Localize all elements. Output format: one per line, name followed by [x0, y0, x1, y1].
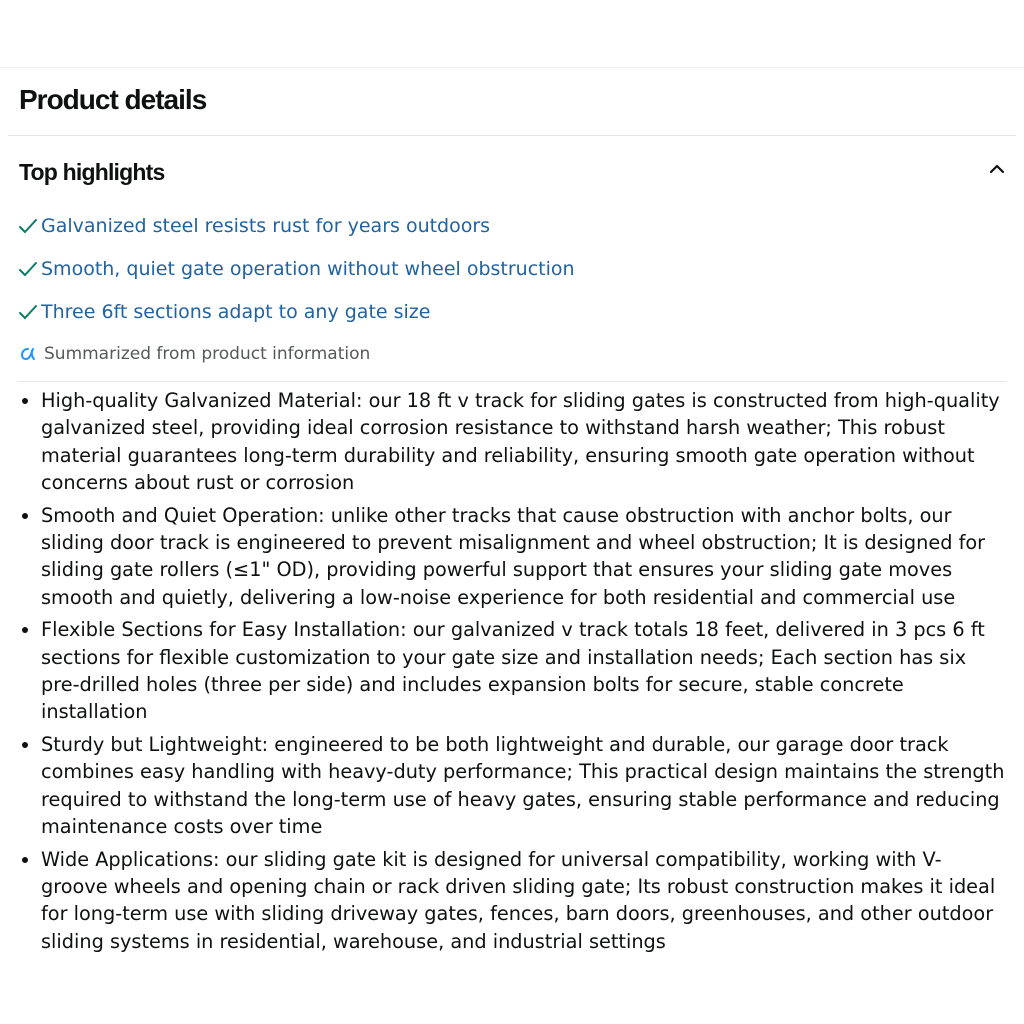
top-highlights-title: Top highlights [19, 159, 165, 185]
bullet-dot [22, 513, 28, 519]
section-divider [8, 135, 1016, 136]
chevron-up-icon [987, 159, 1007, 179]
summary-note [19, 340, 370, 368]
ai-sparkle-icon [19, 344, 39, 364]
feature-bullet [0, 731, 1024, 841]
highlight-text: Galvanized steel resists rust for years outdoors [41, 215, 491, 237]
highlight-item [18, 297, 430, 327]
bullet-dot [22, 398, 28, 404]
highlight-item [18, 211, 490, 241]
top-divider [0, 67, 1024, 68]
check-icon [18, 215, 40, 237]
highlight-text: Three 6ft sections adapt to any gate size [41, 301, 431, 323]
feature-bullet-text: Sturdy but Lightweight: engineered to be both lightweight and durable, our garage door track combines easy handling with heavy-duty performance; This practical design maintains the strength required to withstand the long-term use of heavy gates, ensuring stable performance and reducing maintenance costs over time [41, 732, 1005, 839]
feature-bullet-text: High-quality Galvanized Material: our 18 ft v track for sliding gates is constructed from high-quality galvanized steel, providing ideal corrosion resistance to withstand harsh weather; This robust material guarantees long-term durability and reliability, ensuring smooth gate operation without concerns about rust or corrosion [41, 389, 1000, 495]
check-icon [18, 301, 40, 323]
bullets-divider [18, 381, 1006, 382]
bullet-dot [22, 742, 28, 748]
feature-bullet [0, 846, 1024, 956]
bullet-dot [22, 857, 28, 863]
feature-bullet [0, 387, 1024, 497]
feature-bullet [0, 502, 1024, 612]
top-highlights-header[interactable] [0, 150, 1024, 194]
feature-bullet-text: Smooth and Quiet Operation: unlike other tracks that cause obstruction with anchor bolts, our sliding door track is engineered to prevent misalignment and wheel obstruction; It is designed for sliding gate rollers (≤1" OD), providing powerful support that ensures your sliding gate moves smooth and quietly, delivering a low-noise experience for both residential and commercial use [41, 503, 986, 609]
feature-bullet-text: Flexible Sections for Easy Installation: our galvanized v track totals 18 feet, delivered in 3 pcs 6 ft sections for flexible customization to your gate size and installation needs; Each section has six pre-drilled holes (three per side) and includes expansion bolts for secure, stable concrete installation [41, 618, 985, 724]
collapse-button[interactable] [982, 154, 1012, 184]
highlight-text: Smooth, quiet gate operation without wheel obstruction [41, 258, 575, 280]
feature-bullet [0, 616, 1024, 726]
page-title: Product details [19, 84, 207, 115]
bullet-dot [22, 627, 28, 633]
summary-text: Summarized from product information [44, 344, 371, 364]
feature-bullet-list [0, 387, 1024, 960]
highlight-item [18, 254, 575, 284]
feature-bullet-text: Wide Applications: our sliding gate kit is designed for universal compatibility, working with V-groove wheels and opening chain or rack driven sliding gate; Its robust construction makes it ideal for long-term use with sliding driveway gates, fences, barn doors, greenhouses, and other outdoor sliding systems in residential, warehouse, and industrial settings [41, 847, 996, 953]
check-icon [18, 258, 40, 280]
